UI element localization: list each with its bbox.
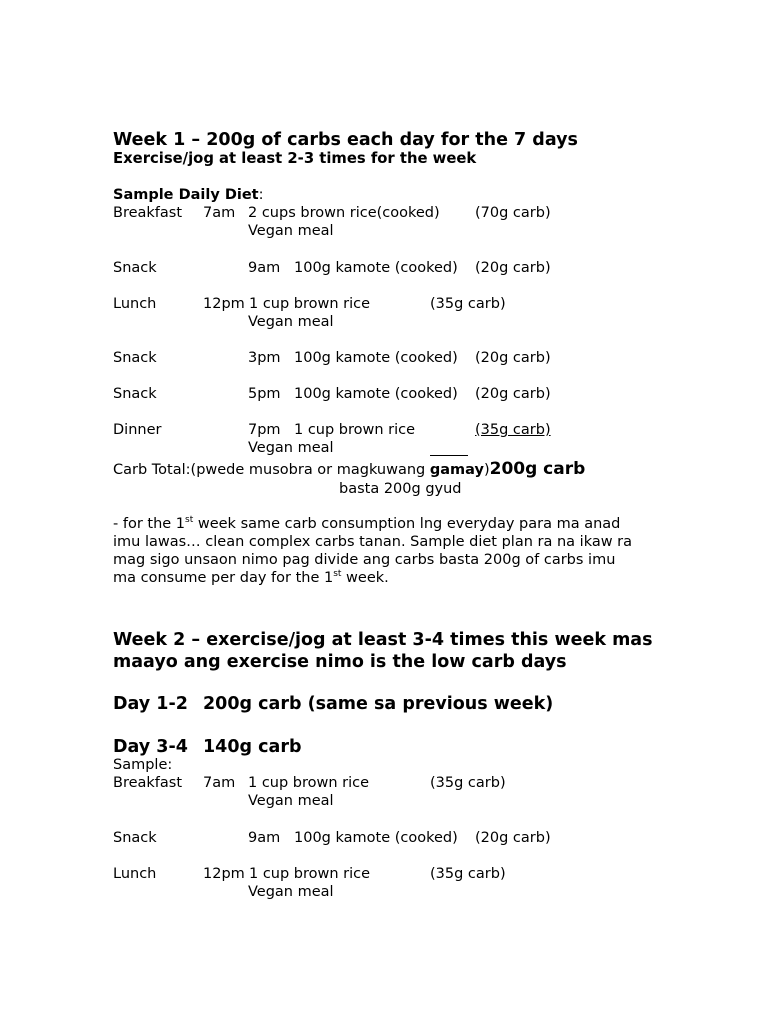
week2-title-line1: Week 2 – exercise/jog at least 3-4 times this week mas: [113, 630, 653, 650]
w1-row5-carb: (35g carb): [475, 422, 551, 438]
w1-row1-meal: Snack: [113, 260, 157, 276]
para-text: week same carb consumption lng everyday para ma anad: [193, 516, 621, 532]
week1-title: Week 1 – 200g of carbs each day for the 7 days: [113, 130, 578, 150]
w1-row1-time: 9am: [248, 260, 281, 276]
week1-sample-heading: [113, 186, 264, 204]
w1-row4-time: 5pm: [248, 386, 281, 402]
w2-row0-note: Vegan meal: [248, 793, 334, 809]
w1-row3-carb: (20g carb): [475, 350, 551, 366]
week2-title-line2: maayo ang exercise nimo is the low carb days: [113, 652, 567, 672]
week1-para-line3: mag sigo unsaon nimo pag divide ang carbs basta 200g of carbs imu: [113, 552, 616, 568]
w1-row3-meal: Snack: [113, 350, 157, 366]
para-text: week.: [341, 570, 389, 586]
total-underline-rule: [430, 455, 468, 456]
w1-row2-carb: (35g carb): [430, 296, 506, 312]
w1-row0-note: Vegan meal: [248, 223, 334, 239]
w1-row5-meal: Dinner: [113, 422, 162, 438]
day34-label: Day 3-4: [113, 737, 188, 757]
w1-row1-food: 100g kamote (cooked): [294, 260, 458, 276]
w2-row1-time: 9am: [248, 830, 281, 846]
day34-text: 140g carb: [203, 737, 302, 757]
w1-row5-food: 1 cup brown rice: [294, 422, 416, 438]
carb-total-note: basta 200g gyud: [339, 481, 462, 497]
w1-row3-food: 100g kamote (cooked): [294, 350, 458, 366]
week1-para-line4: [113, 569, 389, 587]
carb-total-prefix: Carb Total:(pwede musobra or magkuwang: [113, 462, 430, 478]
day12-label: Day 1-2: [113, 694, 188, 714]
para-sup: st: [185, 515, 194, 525]
w1-row4-carb: (20g carb): [475, 386, 551, 402]
w2-row1-food: 100g kamote (cooked): [294, 830, 458, 846]
carb-total-line: [113, 460, 585, 479]
carb-total-value: 200g carb: [489, 459, 586, 479]
w2-row2-carb: (35g carb): [430, 866, 506, 882]
w2-row2-meal: Lunch: [113, 866, 157, 882]
sample-colon: :: [258, 187, 264, 203]
w2-row0-meal: Breakfast: [113, 775, 183, 791]
week1-para-line2: imu lawas… clean complex carbs tanan. Sample diet plan ra na ikaw ra: [113, 534, 633, 550]
w1-row0-time: 7am: [203, 205, 236, 221]
w1-row0-meal: Breakfast: [113, 205, 183, 221]
para-text: - for the 1: [113, 516, 186, 532]
week1-subtitle: Exercise/jog at least 2-3 times for the week: [113, 150, 477, 167]
w2-row1-carb: (20g carb): [475, 830, 551, 846]
para-sup: st: [333, 569, 342, 579]
w2-row0-carb: (35g carb): [430, 775, 506, 791]
w2-row2-food: 1 cup brown rice: [249, 866, 371, 882]
day12-text: 200g carb (same sa previous week): [203, 694, 554, 714]
w1-row2-meal: Lunch: [113, 296, 157, 312]
w1-row2-time: 12pm: [203, 296, 245, 312]
w1-row2-note: Vegan meal: [248, 314, 334, 330]
w1-row3-time: 3pm: [248, 350, 281, 366]
w2-row0-time: 7am: [203, 775, 236, 791]
w1-row1-carb: (20g carb): [475, 260, 551, 276]
w1-row0-food: 2 cups brown rice(cooked): [248, 205, 440, 221]
week2-sample-label: Sample:: [113, 757, 173, 773]
w1-row5-note: Vegan meal: [248, 440, 334, 456]
w1-row2-food: 1 cup brown rice: [249, 296, 371, 312]
w1-row0-carb: (70g carb): [475, 205, 551, 221]
w1-row4-meal: Snack: [113, 386, 157, 402]
w2-row0-food: 1 cup brown rice: [248, 775, 370, 791]
w1-row4-food: 100g kamote (cooked): [294, 386, 458, 402]
w2-row1-meal: Snack: [113, 830, 157, 846]
week1-para-line1: [113, 515, 620, 533]
sample-label: Sample Daily Diet: [113, 187, 259, 203]
w2-row2-time: 12pm: [203, 866, 245, 882]
w1-row5-time: 7pm: [248, 422, 281, 438]
carb-total-bold: gamay: [429, 462, 484, 478]
carb-total-close: ): [483, 462, 490, 478]
para-text: ma consume per day for the 1: [113, 570, 334, 586]
w2-row2-note: Vegan meal: [248, 884, 334, 900]
